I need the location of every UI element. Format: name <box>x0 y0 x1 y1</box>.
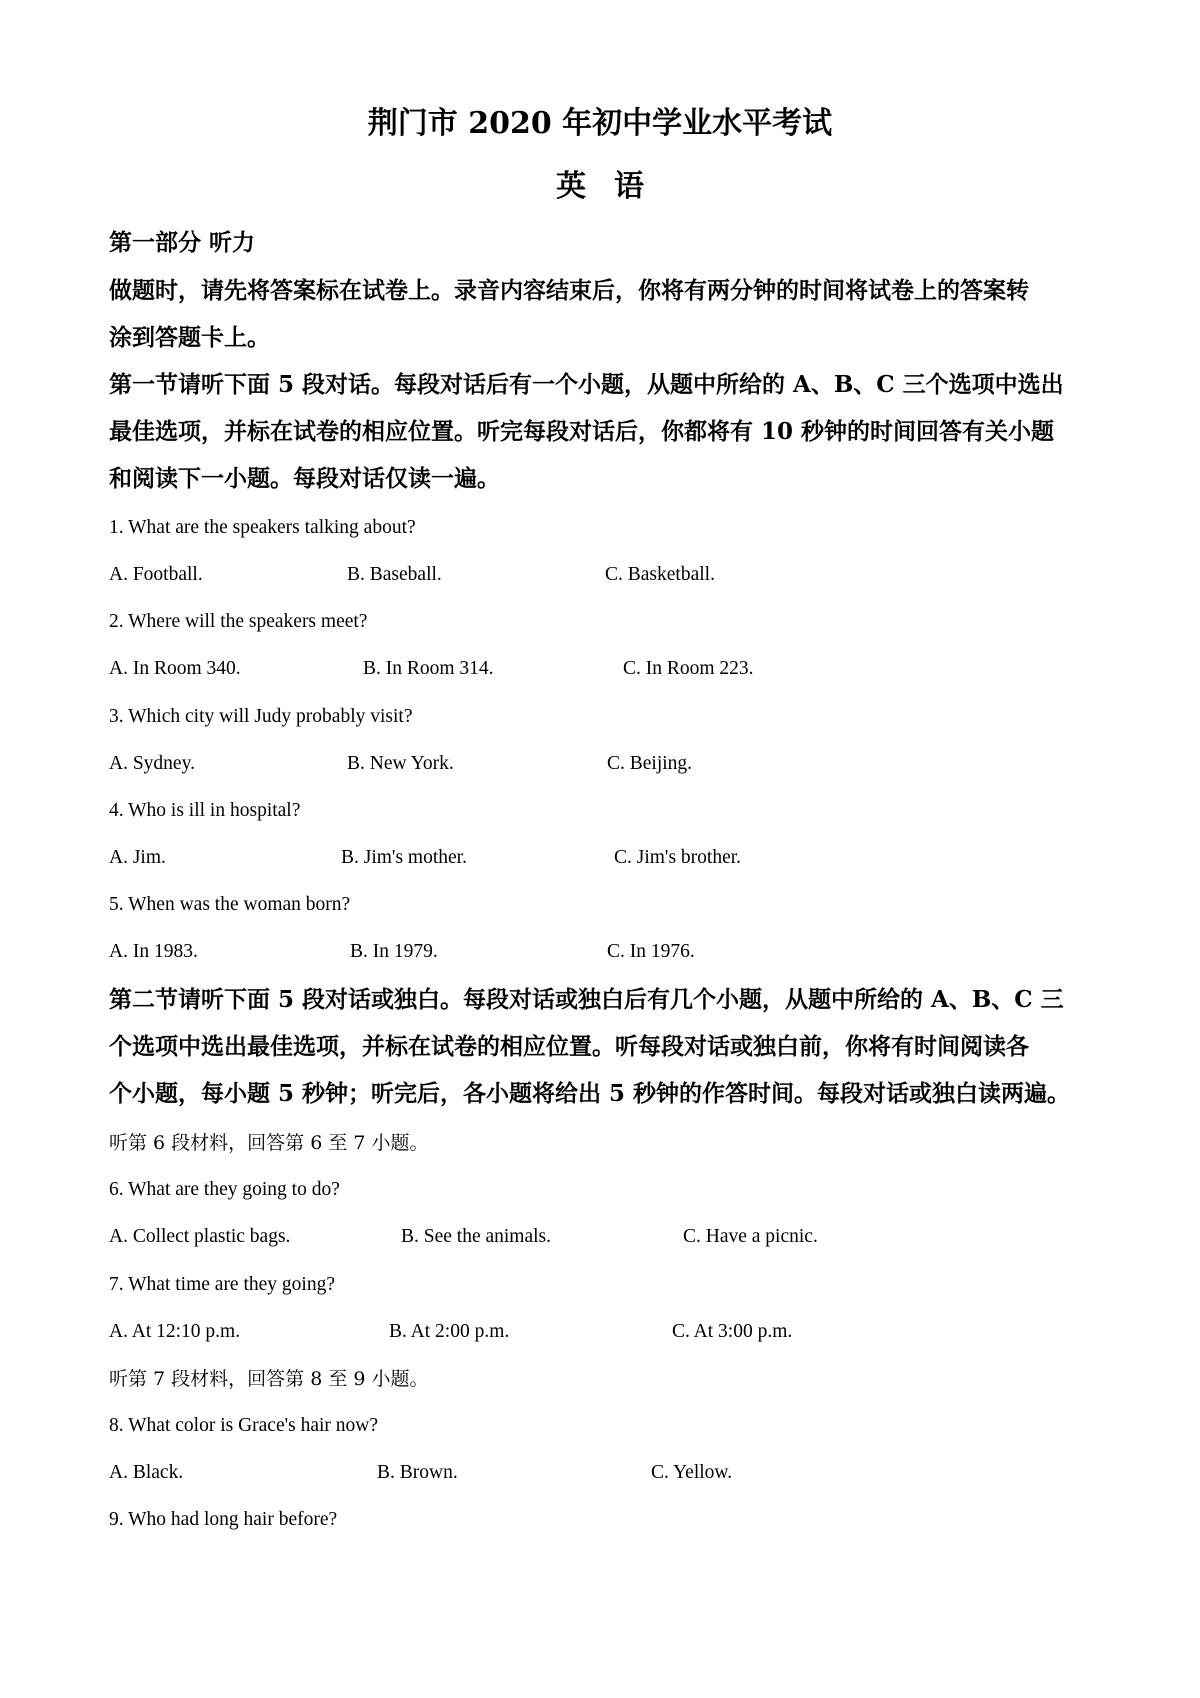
question-stem: 1. What are the speakers talking about? <box>109 517 416 538</box>
question-stem: 4. Who is ill in hospital? <box>109 800 301 821</box>
option-c: C. Yellow. <box>651 1462 733 1483</box>
option-a: A. In Room 340. <box>109 658 241 679</box>
exam-title: 荆门市 2020 年初中学业水平考试 <box>367 106 833 141</box>
option-a: A. At 12:10 p.m. <box>109 1321 241 1342</box>
option-b: B. Baseball. <box>347 564 442 585</box>
option-c: C. Have a picnic. <box>683 1226 818 1247</box>
question-stem: 7. What time are they going? <box>109 1274 335 1295</box>
option-c: C. Basketball. <box>605 564 715 585</box>
section-instruction-line: 最佳选项，并标在试卷的相应位置。听完每段对话后，你都将有 10 秒钟的时间回答有关小题 <box>109 418 1055 445</box>
part-heading: 第一部分 听力 <box>109 229 256 256</box>
question-stem: 5. When was the woman born? <box>109 894 351 915</box>
option-b: B. In Room 314. <box>363 658 494 679</box>
material-note: 听第 6 段材料，回答第 6 至 7 小题。 <box>109 1132 429 1154</box>
instruction-line: 做题时，请先将答案标在试卷上。录音内容结束后，你将有两分钟的时间将试卷上的答案转 <box>109 277 1029 304</box>
instruction-line: 涂到答题卡上。 <box>109 324 270 351</box>
section-instruction-line: 个小题，每小题 5 秒钟；听完后，各小题将给出 5 秒钟的作答时间。每段对话或独白读两遍。 <box>109 1080 1071 1107</box>
question-stem: 6. What are they going to do? <box>109 1179 340 1200</box>
material-note: 听第 7 段材料，回答第 8 至 9 小题。 <box>109 1368 429 1390</box>
option-b: B. Jim's mother. <box>341 847 467 868</box>
option-a: A. Black. <box>109 1462 184 1483</box>
option-c: C. Jim's brother. <box>614 847 742 868</box>
option-a: A. In 1983. <box>109 941 198 962</box>
option-a: A. Football. <box>109 564 203 585</box>
option-b: B. In 1979. <box>350 941 438 962</box>
option-b: B. See the animals. <box>401 1226 552 1247</box>
option-c: C. At 3:00 p.m. <box>672 1321 793 1342</box>
option-b: B. At 2:00 p.m. <box>389 1321 510 1342</box>
question-stem: 2. Where will the speakers meet? <box>109 611 368 632</box>
subject-title: 英语 <box>556 169 672 204</box>
option-a: A. Jim. <box>109 847 166 868</box>
option-a: A. Sydney. <box>109 753 195 774</box>
option-b: B. New York. <box>347 753 454 774</box>
section-instruction-line: 第一节请听下面 5 段对话。每段对话后有一个小题，从题中所给的 A、B、C 三个选项中选出 <box>109 371 1064 398</box>
question-stem: 3. Which city will Judy probably visit? <box>109 706 413 727</box>
option-c: C. In 1976. <box>607 941 695 962</box>
section-instruction-line: 个选项中选出最佳选项，并标在试卷的相应位置。听每段对话或独白前，你将有时间阅读各 <box>109 1033 1029 1060</box>
question-stem: 8. What color is Grace's hair now? <box>109 1415 379 1436</box>
option-c: C. In Room 223. <box>623 658 754 679</box>
option-c: C. Beijing. <box>607 753 693 774</box>
section-instruction-line: 和阅读下一小题。每段对话仅读一遍。 <box>109 465 500 492</box>
option-a: A. Collect plastic bags. <box>109 1226 291 1247</box>
section-instruction-line: 第二节请听下面 5 段对话或独白。每段对话或独白后有几个小题，从题中所给的 A、B、C 三 <box>109 986 1064 1013</box>
question-stem: 9. Who had long hair before? <box>109 1509 338 1530</box>
option-b: B. Brown. <box>377 1462 458 1483</box>
